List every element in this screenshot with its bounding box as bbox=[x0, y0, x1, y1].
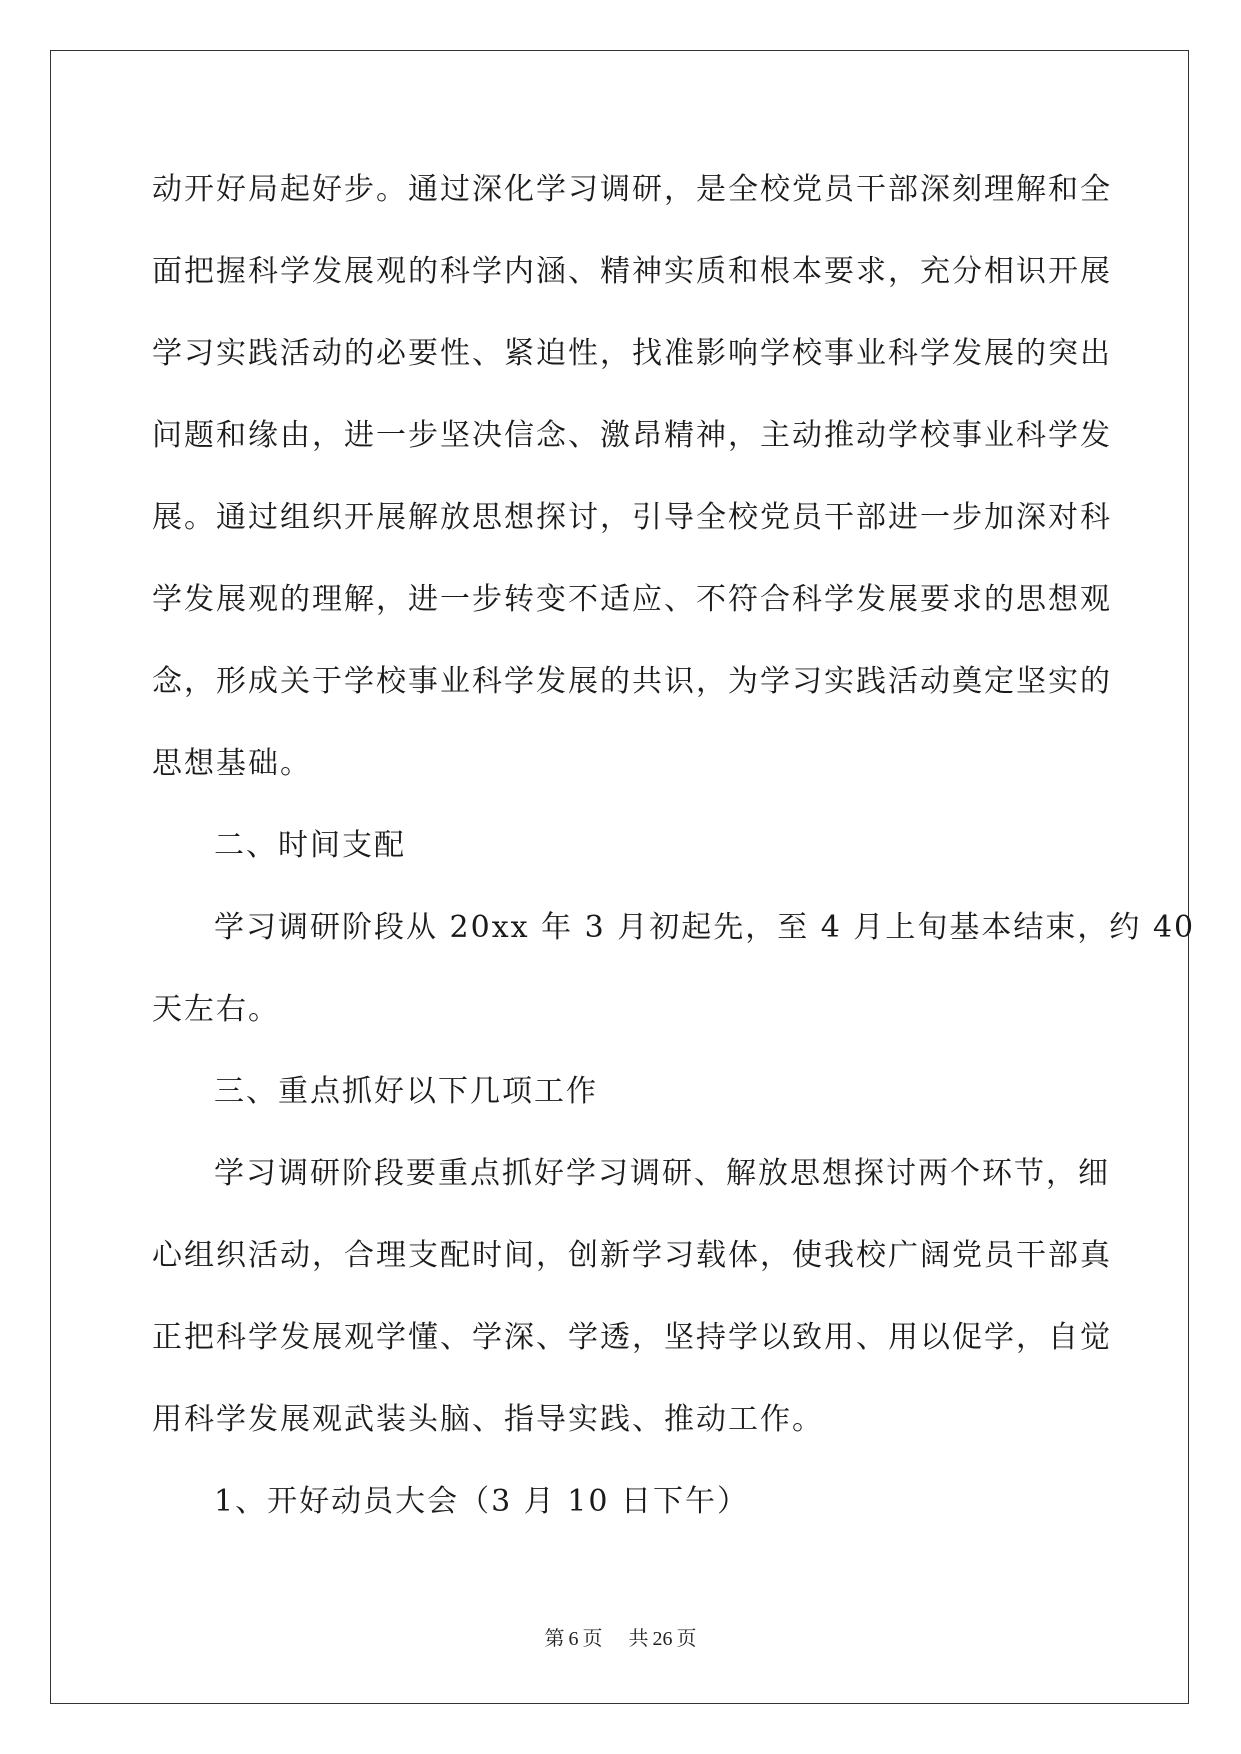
paragraph-line: 学发展观的理解，进一步转变不适应、不符合科学发展要求的思想观 bbox=[152, 582, 1112, 617]
page-number: 6 bbox=[568, 1628, 579, 1650]
paragraph-line: 展。通过组织开展解放思想探讨，引导全校党员干部进一步加深对科 bbox=[152, 500, 1112, 535]
paragraph-line: 面把握科学发展观的科学内涵、精神实质和根本要求，充分相识开展 bbox=[152, 254, 1112, 289]
paragraph-line: 正把科学发展观学懂、学深、学透，坚持学以致用、用以促学，自觉 bbox=[152, 1320, 1112, 1355]
page-suffix: 页 bbox=[582, 1628, 603, 1650]
page-total: 26 bbox=[652, 1628, 673, 1650]
paragraph-line: 学习实践活动的必要性、紧迫性，找准影响学校事业科学发展的突出 bbox=[152, 336, 1112, 371]
document-body bbox=[152, 160, 1196, 1554]
paragraph-line: 天左右。 bbox=[152, 992, 280, 1027]
paragraph-line: 念，形成关于学校事业科学发展的共识，为学习实践活动奠定坚实的 bbox=[152, 664, 1112, 699]
paragraph-line: 思想基础。 bbox=[152, 746, 312, 781]
paragraph-line: 学习调研阶段从 20xx 年 3 月初起先，至 4 月上旬基本结束，约 40 bbox=[214, 910, 1196, 945]
paragraph-line: 问题和缘由，进一步坚决信念、激昂精神，主动推动学校事业科学发 bbox=[152, 418, 1112, 453]
section-heading: 二、时间支配 bbox=[214, 828, 406, 863]
paragraph-line: 动开好局起好步。通过深化学习调研，是全校党员干部深刻理解和全 bbox=[152, 172, 1112, 207]
total-prefix: 共 bbox=[628, 1628, 649, 1650]
total-suffix: 页 bbox=[676, 1628, 697, 1650]
paragraph-line: 学习调研阶段要重点抓好学习调研、解放思想探讨两个环节，细 bbox=[214, 1156, 1110, 1191]
paragraph-line: 用科学发展观武装头脑、指导实践、推动工作。 bbox=[152, 1402, 824, 1437]
paragraph-line: 心组织活动，合理支配时间，创新学习载体，使我校广阔党员干部真 bbox=[152, 1238, 1112, 1273]
subsection-heading: 1、开好动员大会（3 月 10 日下午） bbox=[214, 1484, 749, 1519]
section-heading: 三、重点抓好以下几项工作 bbox=[214, 1074, 598, 1109]
page-prefix: 第 bbox=[544, 1628, 565, 1650]
page-footer bbox=[0, 1622, 1241, 1651]
